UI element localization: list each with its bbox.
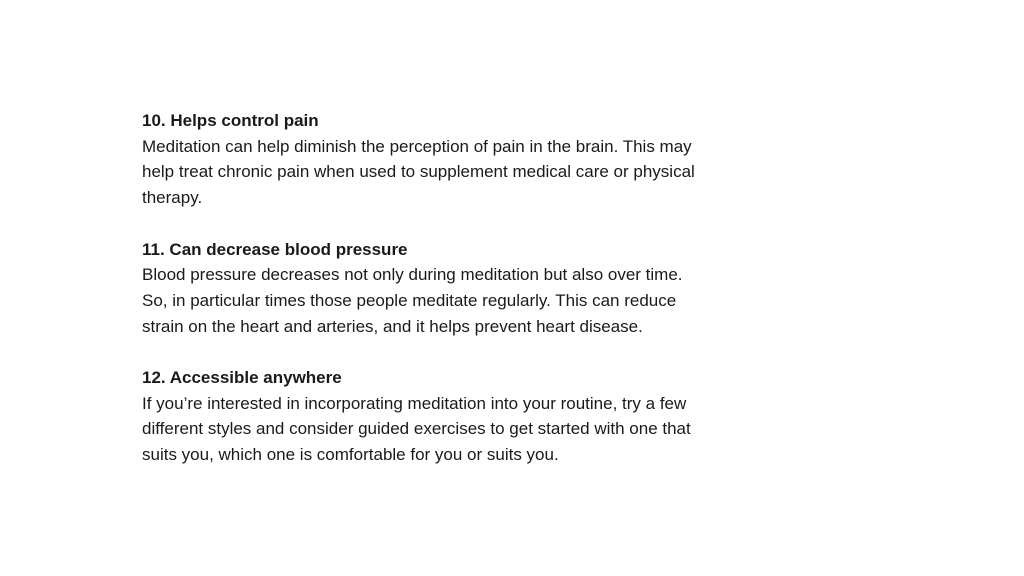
body-line: Blood pressure decreases not only during meditation but also over time.: [142, 265, 683, 285]
body-line: strain on the heart and arteries, and it helps prevent heart disease.: [142, 316, 643, 336]
section-heading: 12. Accessible anywhere: [142, 368, 342, 387]
section-accessible-anywhere: [142, 365, 802, 468]
section-heading: 10. Helps control pain: [142, 111, 319, 130]
section-body: [142, 262, 802, 339]
body-line: If you’re interested in incorporating meditation into your routine, try a few: [142, 393, 687, 413]
section-body: [142, 134, 802, 211]
body-line: So, in particular times those people meditate regularly. This can reduce: [142, 290, 677, 310]
body-line: therapy.: [142, 188, 203, 208]
body-line: different styles and consider guided exercises to get started with one that: [142, 419, 691, 439]
body-line: help treat chronic pain when used to supplement medical care or physical: [142, 162, 695, 182]
slide-content: [142, 108, 802, 468]
section-blood-pressure: [142, 237, 802, 340]
section-pain-control: [142, 108, 802, 211]
body-line: suits you, which one is comfortable for you or suits you.: [142, 445, 559, 465]
section-body: [142, 391, 802, 468]
body-line: Meditation can help diminish the perception of pain in the brain. This may: [142, 136, 692, 156]
section-heading: 11. Can decrease blood pressure: [142, 239, 408, 259]
